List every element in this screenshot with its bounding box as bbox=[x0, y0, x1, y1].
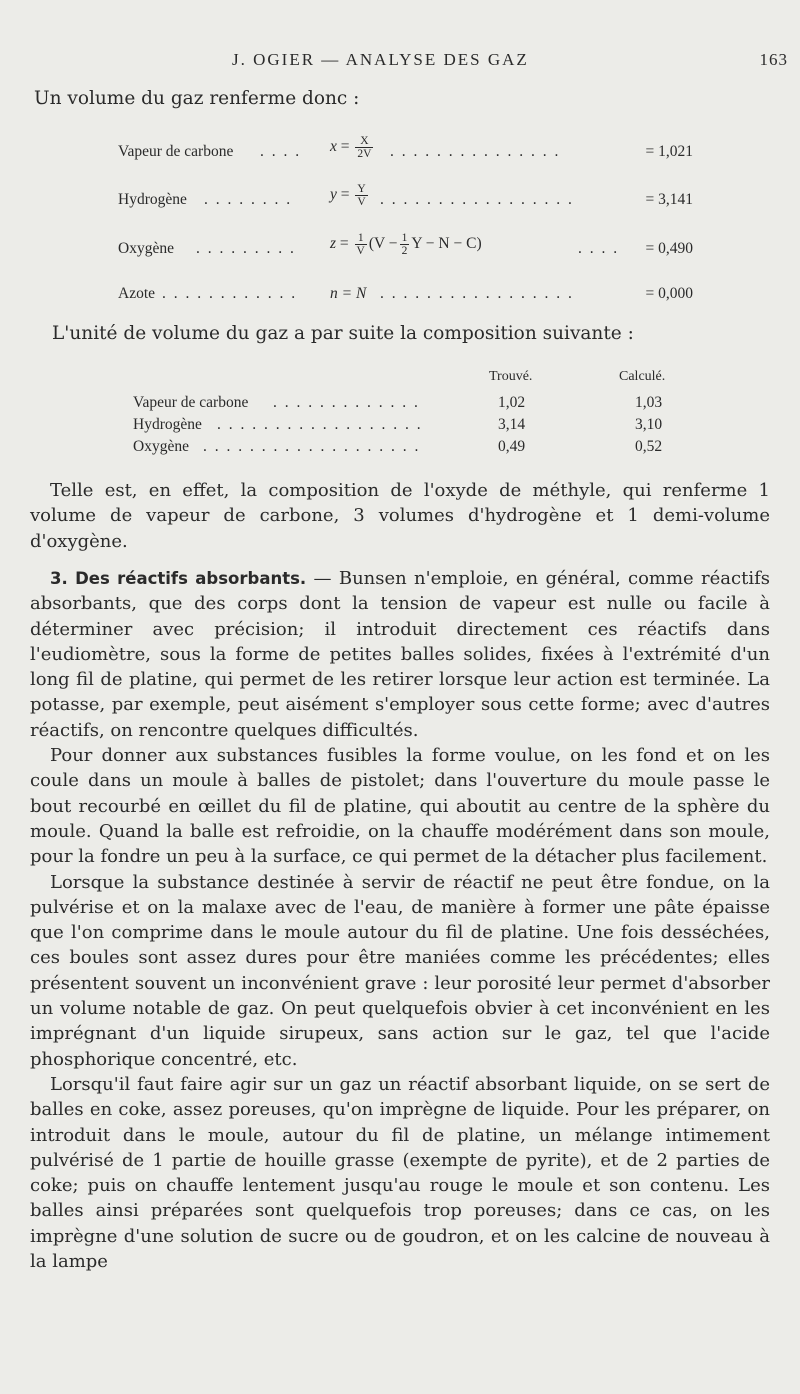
formula-expression: n = N bbox=[330, 285, 367, 302]
formula-expression: x = $\frac{X}{2V}$ bbox=[330, 135, 372, 160]
col-found-header: Trouvé. bbox=[489, 369, 533, 384]
row-label: Vapeur de carbone bbox=[133, 394, 249, 411]
formula-value: = 0,490 bbox=[645, 240, 693, 257]
table-row bbox=[133, 416, 685, 438]
leader-dots: . . . . bbox=[578, 240, 620, 257]
table-row bbox=[133, 438, 685, 460]
leader-dots: . . . . . . . . . . . . . . . . . . . bbox=[203, 438, 421, 455]
found-value: 3,14 bbox=[498, 416, 526, 433]
leader-dots: . . . . . . . . . . . . . . . bbox=[390, 143, 561, 160]
formula-value: = 1,021 bbox=[645, 143, 693, 160]
leader-dots: . . . . . . . . bbox=[204, 191, 293, 208]
leader-dots: . . . . . . . . . . . . bbox=[162, 285, 298, 302]
section-heading: 3. Des réactifs absorbants. bbox=[50, 569, 307, 588]
leader-dots: . . . . bbox=[260, 143, 302, 160]
formula-label: Azote bbox=[118, 285, 156, 302]
methyl-oxide-paragraph: Telle est, en effet, la composition de l'oxyde de méthyle, qui renferme 1 volume de vapeur de carbone, 3 volumes d'hydrogène et 1 demi-volume d'oxygène. bbox=[30, 480, 770, 552]
formula-value: = 3,141 bbox=[645, 191, 693, 208]
table-row bbox=[133, 394, 685, 416]
section-absorbent-reagents bbox=[30, 566, 770, 1274]
page-number: 163 bbox=[759, 50, 788, 69]
running-head bbox=[0, 50, 800, 74]
leader-dots: . . . . . . . . . . . . . . . . . bbox=[380, 191, 574, 208]
calc-value: 0,52 bbox=[635, 438, 663, 455]
formula-expression: y = $\frac{Y}{V}$ bbox=[330, 183, 366, 208]
leader-dots: . . . . . . . . . . . . . . . . . . bbox=[217, 416, 423, 433]
table-header bbox=[133, 369, 685, 389]
intro-line: Un volume du gaz renferme donc : bbox=[34, 88, 360, 109]
formula-label: Oxygène bbox=[118, 240, 174, 257]
leader-dots: . . . . . . . . . . . . . bbox=[273, 394, 420, 411]
formula-row-oxygen bbox=[118, 232, 693, 262]
row-label: Hydrogène bbox=[133, 416, 202, 433]
section-paragraph-4: Lorsqu'il faut faire agir sur un gaz un réactif absorbant liquide, on se sert de balles en coke, assez poreuses, qu'on imprègne de liquide. Pour les préparer, on introduit dans le moule, autour du fil de platine, un mélange intimement pulvérisé de 1 partie de houille grasse (exempte de pyrite), et de 2 parties de coke; puis on chauffe lentement jusqu'au rouge le moule et son contenu. Les balles ainsi préparées sont quelquefois trop poreuses; dans ce cas, on les imprègne d'une solution de sucre ou de goudron, et on les calcine de nouveau à la lampe bbox=[30, 1073, 770, 1273]
formula-label: Vapeur de carbone bbox=[118, 143, 234, 160]
calc-value: 3,10 bbox=[635, 416, 663, 433]
leader-dots: . . . . . . . . . . . . . . . . . bbox=[380, 285, 574, 302]
calc-value: 1,03 bbox=[635, 394, 663, 411]
formula-value: = 0,000 bbox=[645, 285, 693, 302]
col-calc-header: Calculé. bbox=[619, 369, 666, 384]
composition-intro: L'unité de volume du gaz a par suite la composition suivante : bbox=[52, 323, 634, 344]
formula-row-hydrogen bbox=[118, 183, 693, 213]
row-label: Oxygène bbox=[133, 438, 189, 455]
formula-row-nitrogen bbox=[118, 277, 693, 307]
leader-dots: . . . . . . . . . bbox=[196, 240, 296, 257]
running-title: J. OGIER — ANALYSE DES GAZ bbox=[232, 50, 529, 69]
formula-row-carbon bbox=[118, 135, 693, 165]
found-value: 1,02 bbox=[498, 394, 526, 411]
section-paragraph-3: Lorsque la substance destinée à servir de réactif ne peut être fondue, on la pulvérise et on la malaxe avec de l'eau, de manière à former une pâte épaisse que l'on comprime dans le moule autour du fil de platine. Une fois desséchées, ces boules sont assez dures pour être maniées comme les précédentes; elles présentent souvent un inconvénient grave : leur porosité leur permet d'absorber un volume notable de gaz. On peut quelquefois obvier à cet inconvénient en les imprégnant d'un liquide sirupeux, sans action sur le gaz, tel que l'acide phosphorique concentré, etc. bbox=[30, 871, 770, 1070]
section-paragraph-2: Pour donner aux substances fusibles la forme voulue, on les fond et on les coule dans un moule à balles de pistolet; dans l'ouverture du moule passe le bout recourbé en œillet du fil de platine, qui aboutit au centre de la sphère du moule. Quand la balle est refroidie, on la chauffe modérément dans son moule, pour la fondre un peu à la surface, ce qui permet de la détacher plus facilement. bbox=[30, 745, 770, 868]
section-paragraph-1: 3. Des réactifs absorbants. — Bunsen n'emploie, en général, comme réactifs absorbants, que des corps dont la tension de vapeur est nulle ou facile à déterminer avec précision; il introduit directement ces réactifs dans l'eudiomètre, sous la forme de petites balles solides, fixées à l'extrémité d'un long fil de platine, qui permet de les retirer lorsque leur action est terminée. La potasse, par exemple, peut aisément s'employer sous cette forme; avec d'autres réactifs, on rencontre quelques difficultés. bbox=[30, 568, 770, 741]
formula-label: Hydrogène bbox=[118, 191, 187, 208]
found-value: 0,49 bbox=[498, 438, 526, 455]
formula-expression: z = $\frac{1}{V}$ (V − $\frac{1}{2}$ Y − N − C) bbox=[330, 232, 482, 257]
